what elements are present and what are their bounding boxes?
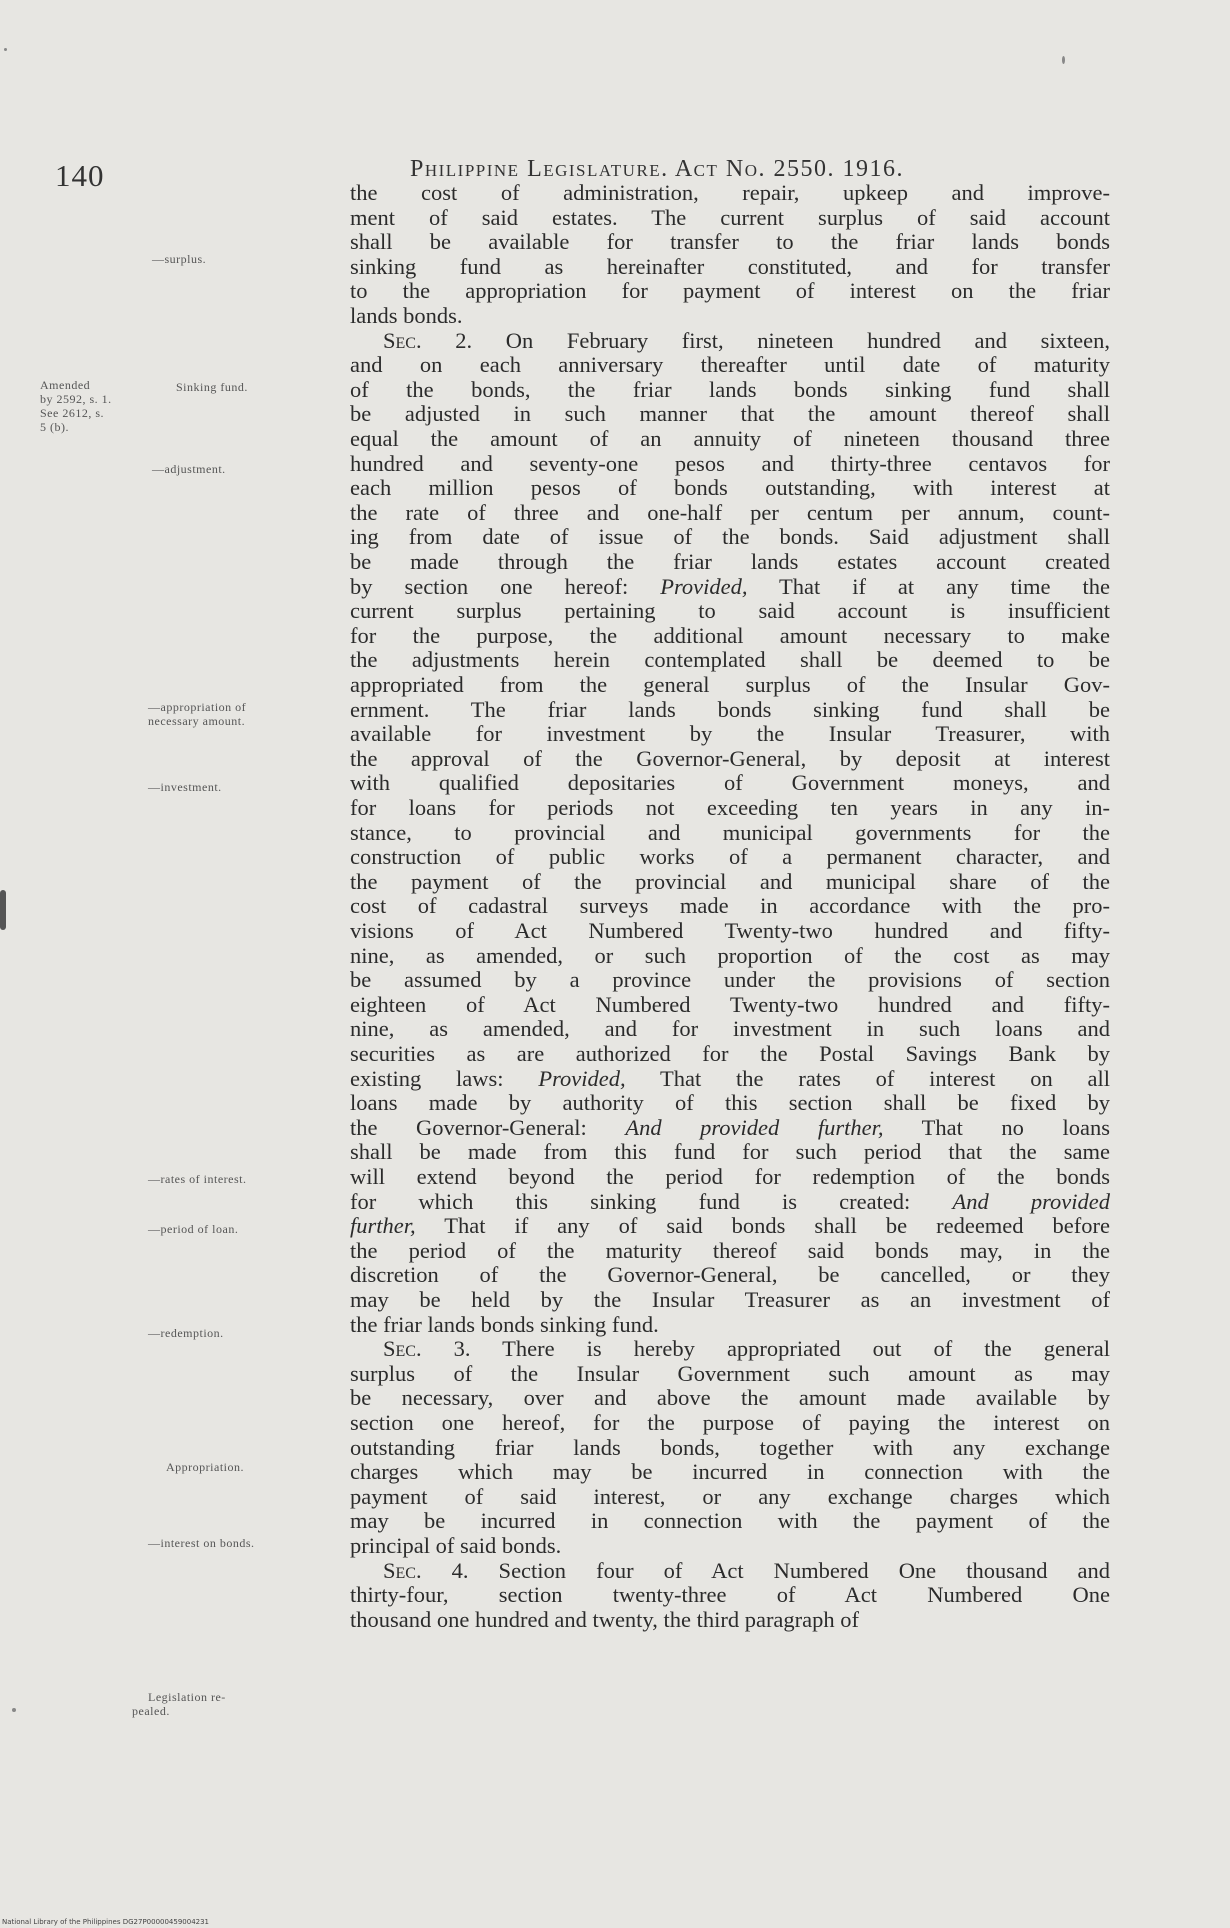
margin-note-sinking-fund: Sinking fund. (176, 380, 248, 394)
body-line: existing laws: Provided, That the rates of interest on all (350, 1065, 1110, 1091)
margin-note-surplus: —surplus. (152, 252, 207, 266)
page-number: 140 (55, 158, 105, 193)
body-line: for the purpose, the additional amount necessary to make (350, 622, 1110, 648)
body-line: to the appropriation for payment of interest on the friar (350, 278, 1110, 304)
body-line: shall be available for transfer to the friar lands bonds (350, 229, 1110, 255)
margin-note-investment: —investment. (148, 780, 222, 794)
body-line: the Governor-General: And provided further, That no loans (350, 1114, 1110, 1140)
margin-note-appropriation-sec3: Appropriation. (166, 1460, 244, 1474)
footer-stamp: National Library of the Philippines DG27P00000459004231 (2, 1918, 210, 1926)
body-line: the approval of the Governor-General, by deposit at interest (350, 745, 1110, 771)
body-line: be adjusted in such manner that the amount thereof shall (350, 401, 1110, 427)
scan-speck (4, 48, 7, 51)
body-line: eighteen of Act Numbered Twenty-two hundred and fifty- (350, 991, 1110, 1017)
body-line: ing from date of issue of the bonds. Said adjustment shall (350, 524, 1110, 550)
body-line: lands bonds. (350, 303, 463, 328)
margin-note-appropriation: —appropriation of (148, 700, 247, 714)
body-line: nine, as amended, or such proportion of the cost as may (350, 942, 1110, 968)
margin-note-rates: —rates of interest. (148, 1172, 247, 1186)
body-line: further, That if any of said bonds shall be redeemed before (350, 1213, 1110, 1239)
body-line: each million pesos of bonds outstanding, with interest at (350, 475, 1110, 501)
body-line: and on each anniversary thereafter until date of maturity (350, 352, 1110, 378)
body-line: for which this sinking fund is created: And provided (350, 1188, 1111, 1214)
body-line: ment of said estates. The current surplus of said account (350, 204, 1110, 230)
body-line: Sec. 4. Section four of Act Numbered One thousand and (383, 1557, 1110, 1583)
body-line: Sec. 2. On February first, nineteen hundred and sixteen, (383, 327, 1110, 353)
body-line: be assumed by a province under the provisions of section (350, 967, 1110, 993)
body-line: be made through the friar lands estates account created (350, 549, 1110, 574)
body-line: stance, to provincial and municipal governments for the (350, 819, 1110, 845)
margin-note-adjustment: —adjustment. (152, 462, 226, 476)
body-line: hundred and seventy-one pesos and thirty-three centavos for (350, 450, 1110, 476)
body-line: may be held by the Insular Treasurer as an investment of (350, 1287, 1110, 1312)
body-line: appropriated from the general surplus of the Insular Gov- (350, 672, 1110, 697)
body-line: may be incurred in connection with the payment of the (350, 1508, 1110, 1534)
margin-note-legislation: Legislation re- (148, 1690, 226, 1704)
body-line: with qualified depositaries of Government moneys, and (350, 770, 1110, 796)
scan-edge-mark (0, 890, 6, 930)
body-line: sinking fund as hereinafter constituted, and for transfer (350, 253, 1110, 279)
body-line: securities as are authorized for the Postal Savings Bank by (350, 1041, 1110, 1066)
margin-note-amended-2: by 2592, s. 1. (40, 392, 112, 406)
margin-note-amended-3: See 2612, s. (40, 406, 104, 420)
margin-note-period: —period of loan. (148, 1222, 239, 1236)
body-line: outstanding friar lands bonds, together with any exchange (350, 1434, 1110, 1460)
body-line: current surplus pertaining to said account is insufficient (350, 598, 1110, 624)
body-line: thousand one hundred and twenty, the third paragraph of (350, 1606, 860, 1632)
body-line: visions of Act Numbered Twenty-two hundred and fifty- (350, 918, 1110, 943)
body-line: shall be made from this fund for such period that the same (350, 1139, 1110, 1165)
body-line: equal the amount of an annuity of nineteen thousand three (350, 426, 1110, 451)
body-line: the cost of administration, repair, upkeep and improve- (350, 180, 1110, 205)
body-line: the payment of the provincial and municipal share of the (350, 868, 1110, 894)
body-line: the adjustments herein contemplated shall be deemed to be (350, 647, 1110, 673)
body-line: ernment. The friar lands bonds sinking fund shall be (350, 696, 1110, 722)
margin-note-interest-bonds: —interest on bonds. (148, 1536, 255, 1550)
body-line: Sec. 3. There is hereby appropriated out of the general (383, 1336, 1110, 1362)
body-line: nine, as amended, and for investment in such loans and (350, 1016, 1110, 1042)
body-line: surplus of the Insular Government such amount as may (350, 1360, 1110, 1386)
body-line: by section one hereof: Provided, That if at any time the (350, 573, 1110, 599)
body-line: discretion of the Governor-General, be cancelled, or they (350, 1262, 1110, 1288)
body-line: thirty-four, section twenty-three of Act Numbered One (350, 1582, 1110, 1608)
margin-note-amended-4: 5 (b). (40, 420, 69, 434)
scan-speck (1062, 56, 1065, 64)
body-line: the rate of three and one-half per centum per annum, count- (350, 499, 1110, 525)
body-line: of the bonds, the friar lands bonds sinking fund shall (350, 376, 1110, 402)
body-line: the period of the maturity thereof said bonds may, in the (350, 1237, 1110, 1263)
running-title: Philippine Legislature. Act No. 2550. 1916. (410, 156, 905, 182)
body-line: section one hereof, for the purpose of paying the interest on (350, 1410, 1110, 1435)
body-line: payment of said interest, or any exchange charges which (350, 1483, 1110, 1509)
margin-note-legislation-2: pealed. (132, 1704, 170, 1718)
body-line: principal of said bonds. (350, 1533, 562, 1558)
body-line: construction of public works of a permanent character, and (350, 844, 1110, 870)
margin-note-appropriation-2: necessary amount. (148, 714, 246, 728)
body-line: be necessary, over and above the amount made available by (350, 1385, 1110, 1411)
body-line: charges which may be incurred in connection with the (350, 1459, 1110, 1485)
scan-speck (12, 1708, 16, 1712)
body-line: loans made by authority of this section shall be fixed by (350, 1090, 1110, 1116)
body-line: available for investment by the Insular Treasurer, with (350, 721, 1110, 747)
body-line: will extend beyond the period for redemption of the bonds (350, 1164, 1110, 1189)
margin-note-amended: Amended (40, 378, 91, 392)
body-line: for loans for periods not exceeding ten years in any in- (350, 795, 1110, 820)
body-line: cost of cadastral surveys made in accordance with the pro- (350, 893, 1110, 919)
body-line: the friar lands bonds sinking fund. (350, 1311, 659, 1337)
margin-note-redemption: —redemption. (148, 1326, 224, 1340)
